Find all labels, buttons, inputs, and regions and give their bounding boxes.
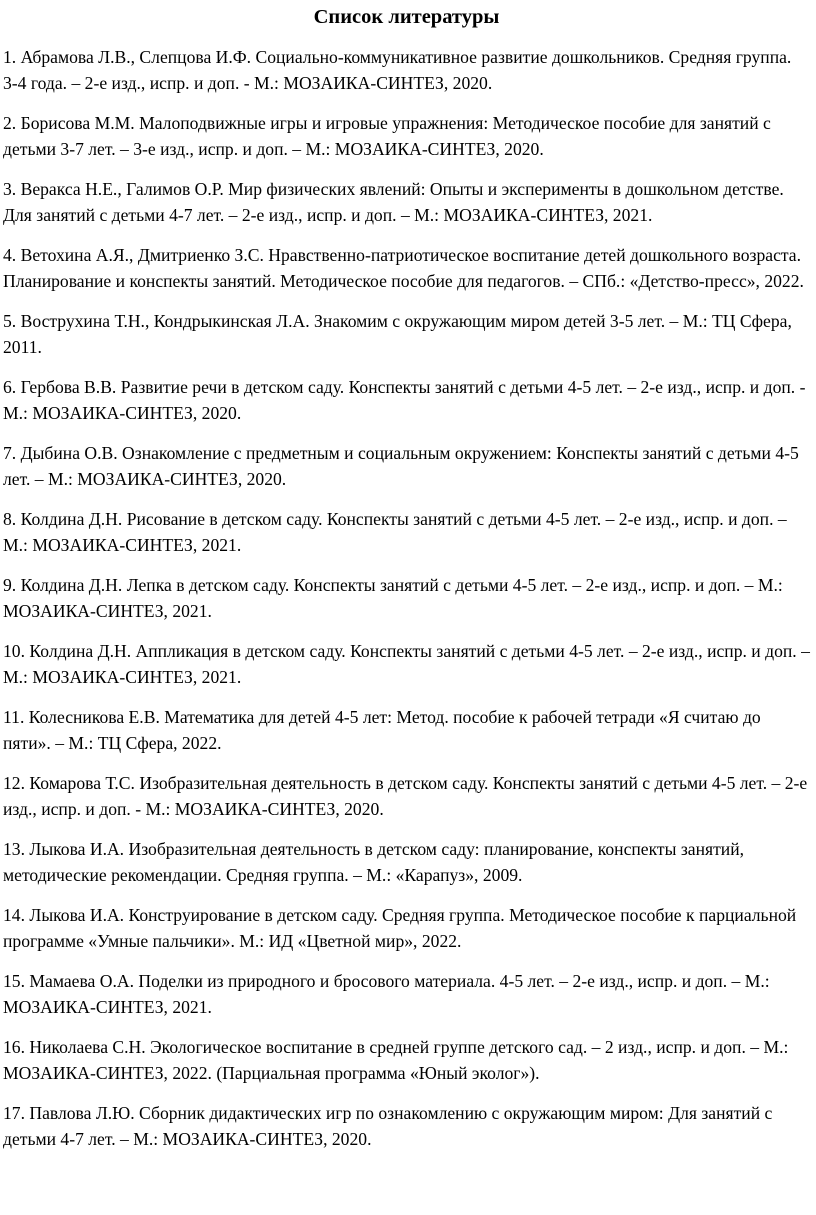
reference-item: 9. Колдина Д.Н. Лепка в детском саду. Конспекты занятий с детьми 4-5 лет. – 2-е изд., испр. и доп. – М.: МОЗАИКА-СИНТЕЗ, 2021. (3, 575, 783, 621)
reference-item: 6. Гербова В.В. Развитие речи в детском саду. Конспекты занятий с детьми 4-5 лет. – 2-е изд., испр. и доп. - М.: МОЗАИКА-СИНТЕЗ, 2020. (3, 377, 806, 423)
reference-item: 16. Николаева С.Н. Экологическое воспитание в средней группе детского сад. – 2 изд., испр. и доп. – М.: МОЗАИКА-СИНТЕЗ, 2022. (Парциальная программа «Юный эколог»). (3, 1037, 789, 1083)
page-title: Список литературы (313, 6, 500, 28)
reference-item: 4. Ветохина А.Я., Дмитриенко З.С. Нравственно-патриотическое воспитание детей дошкольного возраста. Планирование и конспекты занятий. Методическое пособие для педагогов. – СПб.: «Детство-пресс», 2022. (3, 245, 804, 291)
reference-item: 14. Лыкова И.А. Конструирование в детском саду. Средняя группа. Методическое пособие к парциальной программе «Умные пальчики». М.: ИД «Цветной мир», 2022. (3, 905, 797, 951)
reference-item: 3. Веракса Н.Е., Галимов О.Р. Мир физических явлений: Опыты и эксперименты в дошкольном детстве. Для занятий с детьми 4-7 лет. – 2-е изд., испр. и доп. – М.: МОЗАИКА-СИНТЕЗ, 2021. (3, 179, 784, 225)
reference-item: 17. Павлова Л.Ю. Сборник дидактических игр по ознакомлению с окружающим миром: Для занятий с детьми 4-7 лет. – М.: МОЗАИКА-СИНТЕЗ, 2020. (3, 1103, 773, 1149)
reference-item: 5. Вострухина Т.Н., Кондрыкинская Л.А. Знакомим с окружающим миром детей 3-5 лет. – М.: ТЦ Сфера, 2011. (3, 311, 792, 357)
reference-item: 15. Мамаева О.А. Поделки из природного и бросового материала. 4-5 лет. – 2-е изд., испр. и доп. – М.: МОЗАИКА-СИНТЕЗ, 2021. (3, 971, 770, 1017)
reference-item: 2. Борисова М.М. Малоподвижные игры и игровые упражнения: Методическое пособие для занятий с детьми 3-7 лет. – 3-е изд., испр. и доп. – М.: МОЗАИКА-СИНТЕЗ, 2020. (3, 113, 771, 159)
reference-item: 1. Абрамова Л.В., Слепцова И.Ф. Социально-коммуникативное развитие дошкольников. Средняя группа. 3-4 года. – 2-е изд., испр. и доп. - М.: МОЗАИКА-СИНТЕЗ, 2020. (3, 47, 792, 93)
reference-item: 7. Дыбина О.В. Ознакомление с предметным и социальным окружением: Конспекты занятий с детьми 4-5 лет. – М.: МОЗАИКА-СИНТЕЗ, 2020. (3, 443, 799, 489)
reference-item: 8. Колдина Д.Н. Рисование в детском саду. Конспекты занятий с детьми 4-5 лет. – 2-е изд., испр. и доп. – М.: МОЗАИКА-СИНТЕЗ, 2021. (3, 509, 787, 555)
reference-item: 12. Комарова Т.С. Изобразительная деятельность в детском саду. Конспекты занятий с детьми 4-5 лет. – 2-е изд., испр. и доп. - М.: МОЗАИКА-СИНТЕЗ, 2020. (3, 773, 808, 819)
reference-item: 11. Колесникова Е.В. Математика для детей 4-5 лет: Метод. пособие к рабочей тетради «Я считаю до пяти». – М.: ТЦ Сфера, 2022. (3, 707, 761, 753)
reference-list (3, 44, 810, 1152)
reference-item: 10. Колдина Д.Н. Аппликация в детском саду. Конспекты занятий с детьми 4-5 лет. – 2-е изд., испр. и доп. – М.: МОЗАИКА-СИНТЕЗ, 2021. (3, 641, 810, 687)
reference-item: 13. Лыкова И.А. Изобразительная деятельность в детском саду: планирование, конспекты занятий, методические рекомендации. Средняя группа. – М.: «Карапуз», 2009. (3, 839, 745, 885)
